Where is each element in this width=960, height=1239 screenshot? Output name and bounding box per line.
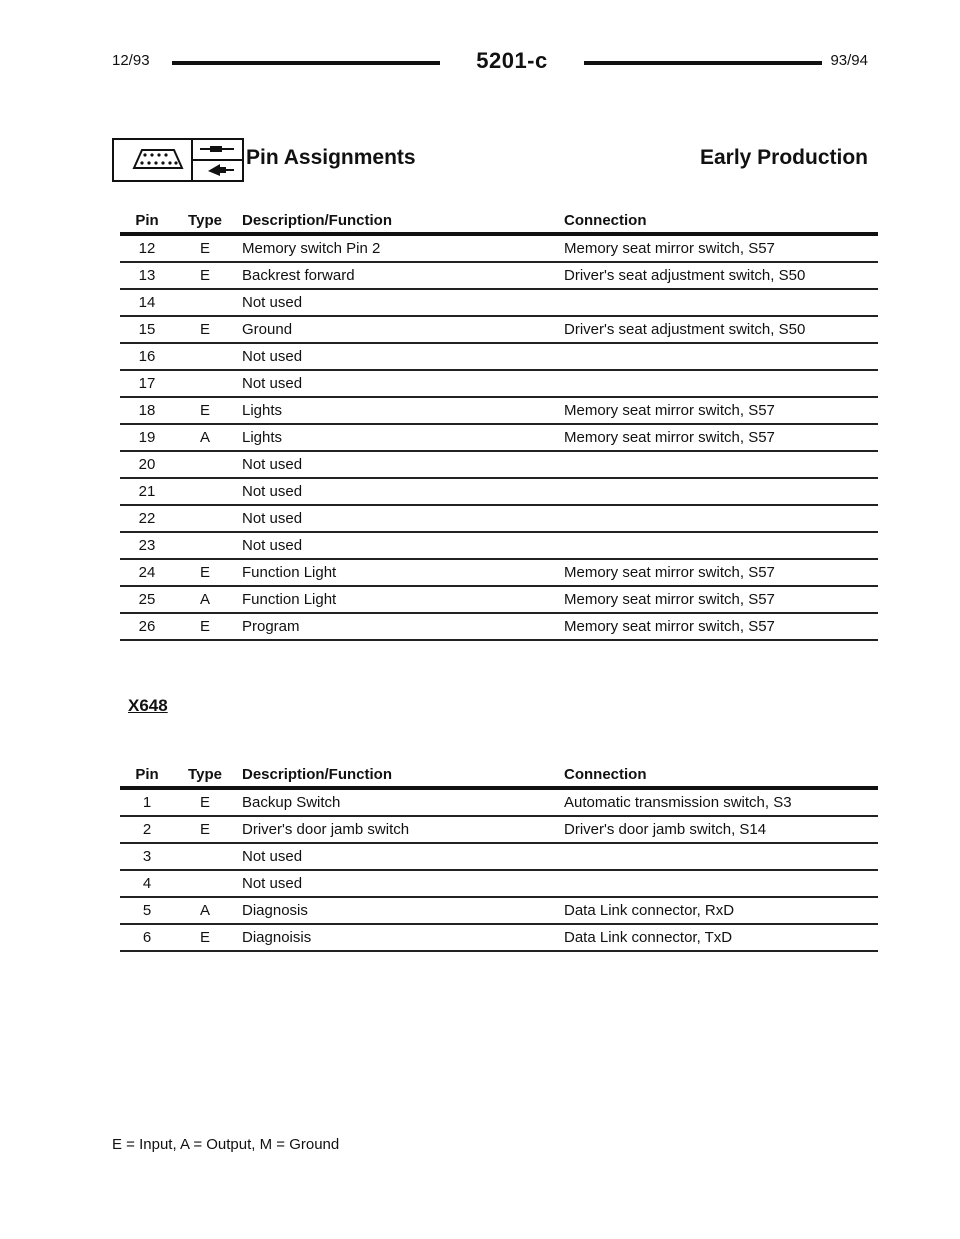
pin-cell: 26 — [120, 613, 174, 640]
description-cell: Lights — [236, 397, 564, 424]
header-rule-right — [584, 61, 822, 65]
table-row — [120, 424, 878, 451]
connection-cell: Memory seat mirror switch, S57 — [564, 559, 878, 586]
table-row — [120, 816, 878, 843]
table-row — [120, 870, 878, 897]
table-header-row — [120, 762, 878, 788]
header-rule-left — [172, 61, 440, 65]
description-cell: Backrest forward — [236, 262, 564, 289]
type-cell — [174, 505, 236, 532]
table-row — [120, 397, 878, 424]
description-cell: Not used — [236, 370, 564, 397]
table-row — [120, 370, 878, 397]
connection-cell — [564, 370, 878, 397]
page-subtitle: Early Production — [699, 146, 868, 169]
type-cell — [174, 843, 236, 870]
type-cell: E — [174, 924, 236, 951]
type-cell: E — [174, 234, 236, 262]
description-cell: Diagnoisis — [236, 924, 564, 951]
page-title: Pin Assignments — [246, 146, 416, 169]
table-header-row — [120, 208, 878, 234]
description-cell: Not used — [236, 843, 564, 870]
document-number: 5201-c — [476, 48, 548, 73]
table-row — [120, 843, 878, 870]
page-header — [112, 48, 868, 78]
pin-cell: 4 — [120, 870, 174, 897]
description-cell: Diagnosis — [236, 897, 564, 924]
pin-table-main — [120, 208, 878, 641]
connection-cell: Data Link connector, RxD — [564, 897, 878, 924]
connection-cell — [564, 505, 878, 532]
description-cell: Not used — [236, 505, 564, 532]
connection-cell — [564, 532, 878, 559]
pin-cell: 17 — [120, 370, 174, 397]
pin-table-x648 — [120, 762, 878, 952]
connection-cell: Memory seat mirror switch, S57 — [564, 234, 878, 262]
title-row — [112, 138, 868, 186]
table-row — [120, 478, 878, 505]
connection-cell — [564, 870, 878, 897]
description-cell: Not used — [236, 870, 564, 897]
description-cell: Not used — [236, 532, 564, 559]
table-row — [120, 559, 878, 586]
connector-label-x648: X648 — [128, 696, 168, 715]
description-cell: Not used — [236, 478, 564, 505]
table-row — [120, 316, 878, 343]
table-row — [120, 505, 878, 532]
description-cell: Function Light — [236, 559, 564, 586]
description-cell: Backup Switch — [236, 788, 564, 816]
description-cell: Memory switch Pin 2 — [236, 234, 564, 262]
type-legend: E = Input, A = Output, M = Ground — [112, 1136, 340, 1153]
type-cell — [174, 343, 236, 370]
pin-cell: 22 — [120, 505, 174, 532]
table-row — [120, 532, 878, 559]
type-cell: A — [174, 424, 236, 451]
type-cell: E — [174, 788, 236, 816]
connection-cell: Data Link connector, TxD — [564, 924, 878, 951]
pin-cell: 6 — [120, 924, 174, 951]
column-header-pin: Pin — [120, 208, 174, 234]
type-cell: A — [174, 586, 236, 613]
column-header-description: Description/Function — [236, 762, 564, 788]
table-row — [120, 451, 878, 478]
connection-cell: Memory seat mirror switch, S57 — [564, 424, 878, 451]
description-cell: Driver's door jamb switch — [236, 816, 564, 843]
type-cell: E — [174, 559, 236, 586]
type-cell — [174, 451, 236, 478]
type-cell — [174, 289, 236, 316]
table-row — [120, 289, 878, 316]
connection-cell: Driver's seat adjustment switch, S50 — [564, 262, 878, 289]
pin-cell: 23 — [120, 532, 174, 559]
column-header-connection: Connection — [564, 208, 878, 234]
pin-cell: 15 — [120, 316, 174, 343]
connection-cell: Driver's door jamb switch, S14 — [564, 816, 878, 843]
pin-cell: 18 — [120, 397, 174, 424]
pin-cell: 19 — [120, 424, 174, 451]
column-header-type: Type — [174, 762, 236, 788]
table-row — [120, 234, 878, 262]
column-header-connection: Connection — [564, 762, 878, 788]
pin-cell: 21 — [120, 478, 174, 505]
type-cell — [174, 478, 236, 505]
connector-pin-icon — [112, 138, 244, 182]
type-cell: E — [174, 816, 236, 843]
connection-cell — [564, 343, 878, 370]
pin-cell: 1 — [120, 788, 174, 816]
type-cell: E — [174, 262, 236, 289]
type-cell: A — [174, 897, 236, 924]
table-row — [120, 788, 878, 816]
pin-cell: 20 — [120, 451, 174, 478]
pin-cell: 25 — [120, 586, 174, 613]
pin-cell: 12 — [120, 234, 174, 262]
description-cell: Ground — [236, 316, 564, 343]
header-date-right: 93/94 — [830, 52, 868, 69]
table-row — [120, 343, 878, 370]
header-date-left: 12/93 — [112, 52, 150, 69]
pin-cell: 14 — [120, 289, 174, 316]
connection-cell — [564, 289, 878, 316]
column-header-pin: Pin — [120, 762, 174, 788]
description-cell: Lights — [236, 424, 564, 451]
type-cell: E — [174, 613, 236, 640]
connection-cell: Memory seat mirror switch, S57 — [564, 613, 878, 640]
connection-cell: Driver's seat adjustment switch, S50 — [564, 316, 878, 343]
table-row — [120, 262, 878, 289]
description-cell: Not used — [236, 451, 564, 478]
pin-cell: 5 — [120, 897, 174, 924]
table-row — [120, 897, 878, 924]
connection-cell — [564, 451, 878, 478]
connection-cell: Memory seat mirror switch, S57 — [564, 586, 878, 613]
pin-cell: 2 — [120, 816, 174, 843]
table-row — [120, 586, 878, 613]
type-cell — [174, 532, 236, 559]
table-row — [120, 924, 878, 951]
table-row — [120, 613, 878, 640]
connection-cell: Automatic transmission switch, S3 — [564, 788, 878, 816]
column-header-description: Description/Function — [236, 208, 564, 234]
pin-cell: 3 — [120, 843, 174, 870]
connection-cell: Memory seat mirror switch, S57 — [564, 397, 878, 424]
description-cell: Program — [236, 613, 564, 640]
connection-cell — [564, 843, 878, 870]
pin-cell: 13 — [120, 262, 174, 289]
type-cell: E — [174, 397, 236, 424]
type-cell — [174, 370, 236, 397]
type-cell — [174, 870, 236, 897]
pin-cell: 24 — [120, 559, 174, 586]
column-header-type: Type — [174, 208, 236, 234]
description-cell: Not used — [236, 289, 564, 316]
pin-cell: 16 — [120, 343, 174, 370]
description-cell: Function Light — [236, 586, 564, 613]
connection-cell — [564, 478, 878, 505]
description-cell: Not used — [236, 343, 564, 370]
type-cell: E — [174, 316, 236, 343]
